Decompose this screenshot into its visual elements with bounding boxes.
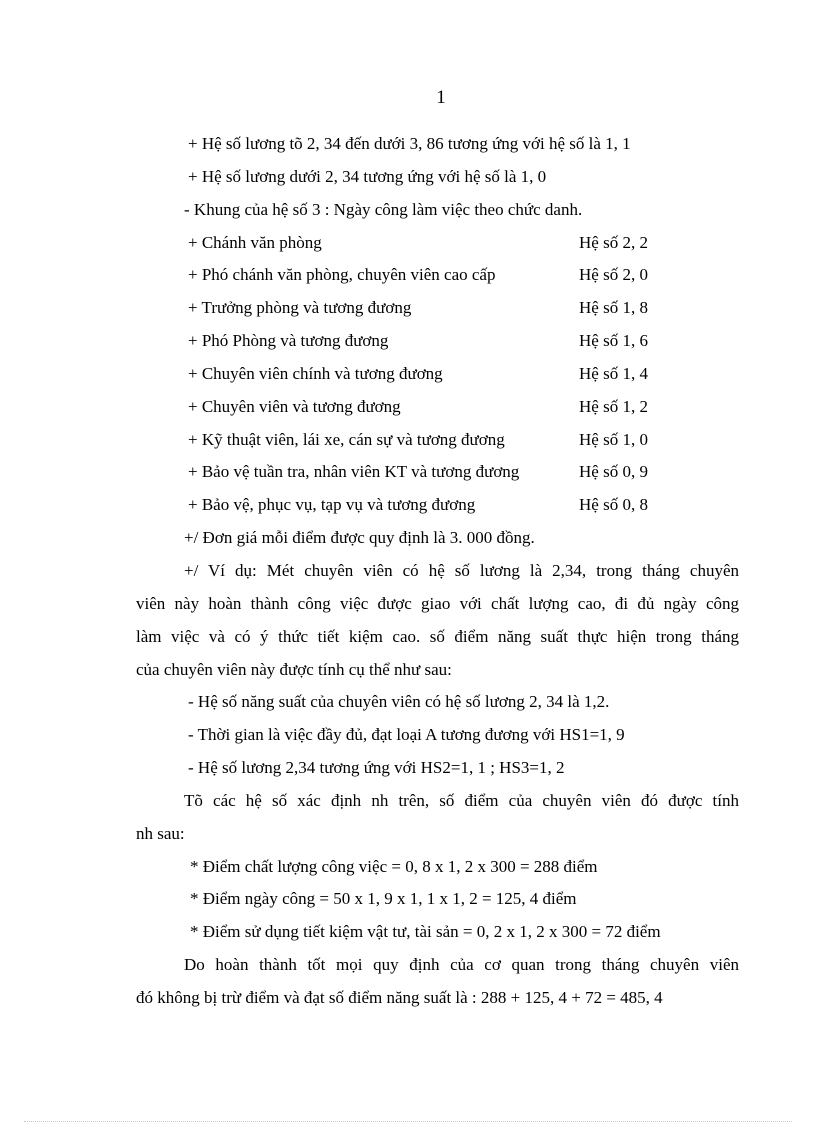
point-line: * Điểm chất lượng công việc = 0, 8 x 1, 2 x 300 = 288 điểm (190, 857, 598, 876)
position-coef: Hệ số 2, 2 (579, 233, 648, 252)
page-number: 1 (436, 87, 446, 108)
example-line: làm việc và có ý thức tiết kiệm cao. số điểm năng suất thực hiện trong tháng (136, 627, 739, 646)
position-title: + Trưởng phòng và tương đương (188, 298, 412, 317)
factor-line: - Thời gian là việc đầy đủ, đạt loại A tương đương với HS1=1, 9 (188, 725, 625, 744)
position-title: + Kỹ thuật viên, lái xe, cán sự và tương đương (188, 430, 505, 449)
coef-line-1: + Hệ số lương tõ 2, 34 đến dưới 3, 86 tương ứng với hệ số là 1, 1 (188, 134, 631, 153)
example-line: +/ Ví dụ: Mét chuyên viên có hệ số lương là 2,34, trong tháng chuyên (184, 561, 739, 580)
example-line: viên này hoàn thành công việc được giao với chất lượng cao, đi đủ ngày công (136, 594, 739, 613)
position-coef: Hệ số 0, 8 (579, 495, 648, 514)
factor-line: - Hệ số lương 2,34 tương ứng với HS2=1, 1 ; HS3=1, 2 (188, 758, 565, 777)
position-coef: Hệ số 1, 4 (579, 364, 648, 383)
page-bottom-divider (24, 1121, 792, 1122)
conclusion-line: Do hoàn thành tốt mọi quy định của cơ quan trong tháng chuyên viên (184, 955, 739, 974)
position-coef: Hệ số 1, 8 (579, 298, 648, 317)
position-title: + Chuyên viên và tương đương (188, 397, 401, 416)
position-title: + Phó chánh văn phòng, chuyên viên cao cấp (188, 265, 496, 284)
position-title: + Chuyên viên chính và tương đương (188, 364, 443, 383)
position-title: + Phó Phòng và tương đương (188, 331, 389, 350)
position-coef: Hệ số 1, 2 (579, 397, 648, 416)
factor-line: - Hệ số năng suất của chuyên viên có hệ số lương 2, 34 là 1,2. (188, 692, 610, 711)
position-coef: Hệ số 0, 9 (579, 462, 648, 481)
coef-line-2: + Hệ số lương dưới 2, 34 tương ứng với hệ số là 1, 0 (188, 167, 547, 186)
coef3-heading: - Khung của hệ số 3 : Ngày công làm việc theo chức danh. (184, 200, 583, 219)
position-coef: Hệ số 2, 0 (579, 265, 648, 284)
position-coef: Hệ số 1, 6 (579, 331, 648, 350)
calc-intro-line: Tõ các hệ số xác định nh trên, số điểm của chuyên viên đó được tính (184, 791, 739, 810)
conclusion-line: đó không bị trừ điểm và đạt số điểm năng suất là : 288 + 125, 4 + 72 = 485, 4 (136, 988, 663, 1007)
unit-price: +/ Đơn giá mỗi điểm được quy định là 3. 000 đồng. (184, 528, 535, 547)
position-coef: Hệ số 1, 0 (579, 430, 648, 449)
position-title: + Chánh văn phòng (188, 233, 322, 252)
point-line: * Điểm sử dụng tiết kiệm vật tư, tài sản = 0, 2 x 1, 2 x 300 = 72 điểm (190, 922, 661, 941)
position-title: + Bảo vệ tuần tra, nhân viên KT và tương đương (188, 462, 520, 481)
position-title: + Bảo vệ, phục vụ, tạp vụ và tương đương (188, 495, 476, 514)
calc-intro-line: nh sau: (136, 824, 185, 843)
example-line: của chuyên viên này được tính cụ thể như sau: (136, 660, 452, 679)
point-line: * Điểm ngày công = 50 x 1, 9 x 1, 1 x 1, 2 = 125, 4 điểm (190, 889, 577, 908)
